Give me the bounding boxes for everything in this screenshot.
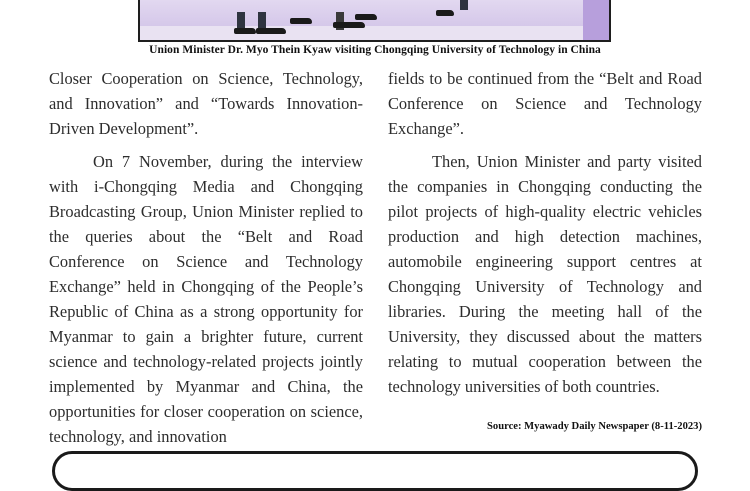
photo-person: [460, 0, 468, 10]
photo-caption: Union Minister Dr. Myo Thein Kyaw visiting Chongqing University of Technology in China: [149, 44, 601, 56]
source-credit: Source: Myawady Daily Newspaper (8-11-2023): [487, 421, 702, 432]
next-section-box: [52, 451, 698, 491]
paragraph: Then, Union Minister and party visited the companies in Chongqing conducting the pilot projects of high-quality electric vehicles production and high detection machines, automobile engineering support centres at Chongqing University of Technology and libraries. During the meeting hall of the University, they discussed about the matters relating to mutual cooperation between the technology universities of both countries.: [388, 152, 702, 396]
article-column-right: [388, 66, 702, 399]
article-column-left: [49, 66, 363, 449]
photo-shoe: [234, 28, 256, 34]
photo-shoe: [436, 10, 454, 16]
article-photo: [138, 0, 611, 42]
photo-shoe: [355, 14, 377, 20]
photo-backdrop: [583, 0, 609, 40]
photo-shoe: [290, 18, 312, 24]
photo-floor: [140, 26, 609, 40]
photo-shoe: [256, 28, 286, 34]
paragraph: Closer Cooperation on Science, Technology, and Innovation” and “Towards Innovation-Driven Development”.: [49, 69, 363, 138]
photo-shoe: [333, 22, 365, 28]
paragraph: fields to be continued from the “Belt and Road Conference on Science and Technology Exchange”.: [388, 69, 702, 138]
paragraph: On 7 November, during the interview with i-Chongqing Media and Chongqing Broadcasting Group, Union Minister replied to the queries about the “Belt and Road Conference on Science and Technology Exchange” held in Chongqing of the People’s Republic of China as a strong opportunity for Myanmar to gain a brighter future, current science and technology-related projects jointly implemented by Myanmar and China, the opportunities for closer cooperation on science, technology, and innovation: [49, 152, 363, 446]
